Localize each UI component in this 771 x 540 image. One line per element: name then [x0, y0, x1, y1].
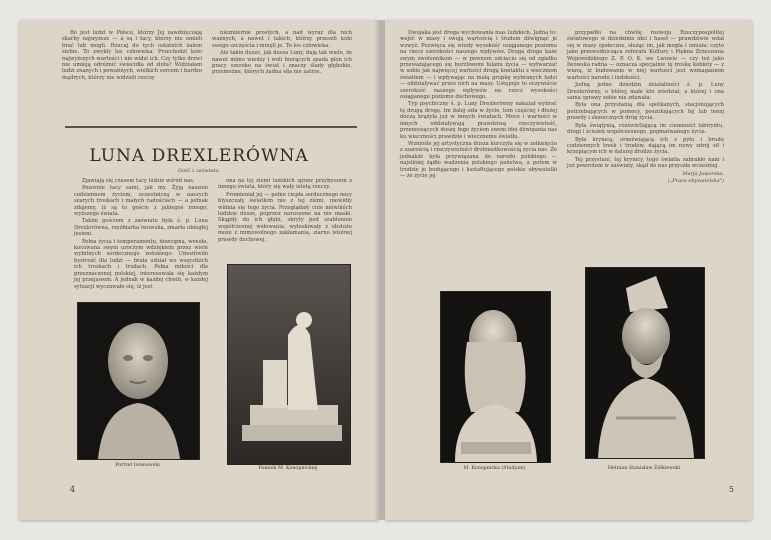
monument-model-image — [228, 265, 350, 464]
source-note: („Praca obywatelska") — [667, 177, 724, 184]
konopnicka-bust-image — [441, 292, 550, 462]
paragraph: Ale takie dusze, jak dusza Luny, dają tak wiele, że nawet mimo wiedzy i woli biorących spada plon ich pracy szeroko na świat i znaczy ślady głębokie, przemożne, których żadna siła nie zatrze. — [212, 50, 352, 76]
right-top-text — [400, 30, 724, 258]
right-page — [385, 20, 752, 520]
left-top-col-2 — [212, 30, 352, 82]
paragraph: Takim gościem z zaświatu była ś. p. Luna Drexlerówna, rzeźbiarka lwowska, zmarła ubiegłej jesieni. — [74, 218, 208, 238]
caption-portrait: Portret Iwanowski — [115, 463, 160, 468]
author-signature: Marja Jaworska. — [682, 170, 724, 177]
photo-konopnicka-bust — [440, 291, 551, 463]
photo-monument-model — [227, 264, 351, 465]
section-rule — [65, 126, 357, 128]
paragraph: Była świątynią, rozświetlającą im ciemności labiryntu, drogi i ścieżek współczesnego, pogmatwanego życia. — [567, 122, 724, 136]
paragraph: Była krynicą, orzeźwiającą ich z pyłu i brudu codziennych trosk i trudów, dającą im nowy zdrój sił i krzepiącym ich w dalszej drodze życia. — [567, 136, 724, 156]
paragraph: Dwojaka jest droga wychowania mas ludzkich. Jedna to: wejść w masy i swoją wartością i trudem dźwignąć je wzwyż. Pozwięca się wtedy wysokość osiąganego poziomu na rzecz szerokości naszego wpływów. Druga droga każe swym zwolennikom — w pewnem odcięciu się od zgiełku przeważającego się burzliwemi falami życia — wytwarzać w sobie jak najwięcej wartości drogą kontaktu z wiecznem światłem — i wpływając na małą grupkę wybranych ludzi — oddziaływać przez nich na masy. Ustępuje to oczywiście szerokość naszego wpływów na rzecz wysokości osiąganego poziomu duchowego. — [400, 30, 557, 101]
paragraph: przypadło na chwilę rozwoju Rzeczypospolitej światowego w dziedzinie idei i haseł — prawdziwie wdał się w masy społeczne, służąc im, jak mogła i umiała: czyto jako przewodnicząca referatu Kultury i Piękna Zrzeszenia Wojewódzkiego Z. P. O. K. we Lwowie — czy też jako Iwowska radna — oznacza specjalnie tę troskę kobiety — z wiarą, iż budowanie w niej wartości jest wzmaganiem wartości narodu i ludzkości. — [567, 30, 724, 81]
paragraph: Pełna życia i temperamentu, dowcipna, wesoła, kocowana swym uroczym wdziękiem przez wiele wybitnych serdecznego żeńskiego. Umożliwiło bystrość dla ludzi — brała udział we wszystkich ich troskach i trudach. Pełna miłości dla przeznaczonej polskiej, interesowała się każdym jej przejawem. A jednak w każdej chwili, w każdej sytuacji wyczuwało się, iż jest — [74, 238, 208, 290]
bust-portrait-image — [78, 303, 199, 459]
paragraph: ona na tej ziemi ludzkich spraw przybyszem z innego świata, który się wały istotą rzeczy. — [218, 178, 352, 191]
article-title: LUNA DREXLERÓWNA — [89, 146, 309, 166]
paragraph: Pozornie tacy sami, jak my. Żyją naszem codziennem życiem, uczestniczą w naszych szarych troskach i małych radościach — a jednak zdajemy, iż są to goście z jakiegoś innego, wyższego świata. — [74, 185, 208, 218]
caption-konopnicka: M. Konopnicka (Studjum) — [463, 466, 526, 471]
paragraph: Jedną jedno dziedzin działalności ś. p. Luny Drexlerówny, o której małe kto wiedział, a której i ona sama sprawy sobie nie zdawała: — [567, 82, 724, 102]
zolkiewski-bust-image — [586, 268, 704, 458]
article-subtitle: Gość z zaświatu. — [177, 168, 221, 174]
left-top-col-1 — [62, 30, 202, 82]
caption-zolkiewski: Hetman Stanisław Żółkiewski — [607, 466, 681, 471]
photo-bust-portrait — [77, 302, 200, 460]
caption-monument: Pomnik M. Konopnickiej — [258, 466, 318, 471]
paragraph: Wzniośle jej artystyczna dusza kurczyła się w zetknięciu z szarością i rzeczywistości drobnostkowością życia nas. Ze jednakże była przywiązana do narodu polskiego — najsilniej żądło wadzenia polskiego państwa, a potem w trudzie je budującego i kształtującego polskie obywatelki — że życie jej — [400, 140, 557, 179]
paragraph: Promieniał jej — pełne ciepła serdecznego nosy blyszczały światłem nie z tej ziemi, niewidły widnia się tego życia. Przeglądały cnie mówikóch ludzkie dusze, poprzez naruszone na nie maski. Skąpiły do ich głębi, skryty pod szablonem współczesnej wsłowania, wyłuskiwały z obsłużu może z mimowolnego zakłamania, ziarno istotnej prawdy duchowej. — [218, 191, 352, 243]
paragraph: Była ona przystanią dla spotkanych, stacjonujących potrzebujących w pomocy, poszukujących tej lub innej prawdy i słonecznych dróg życia. — [567, 102, 724, 122]
paragraph: Tej przystani, tej krynicy, tego światła zabrakło nam i już powrotem w zaświaty, skąd do nas przyszła wcześniej. — [567, 156, 724, 170]
left-top-text — [62, 30, 352, 82]
right-col-1 — [400, 30, 557, 258]
right-col-2 — [567, 30, 724, 258]
photo-zolkiewski-bust — [585, 267, 705, 459]
page-number-left: 4 — [70, 485, 76, 494]
paragraph: Bo jest ludzi w Polsce, którzy Jej zawdzięczają skarby najwyższe — a są i tacy, którzy nie umieli brać lub mogli. Rzucaj do tych ostatnich żalem siebie. To zwykły los człowieka. Przechodzi koło najwyższych wartości i nie widzi ich. Czy tylko drzwi nie umieją odróżnić świecidła od złota? Widziałam ludzi znanych i powabnych, wielkich sercem i bardzo mądrych, którzy nie widzieli rzeczy — [62, 30, 202, 81]
page-number-right: 5 — [728, 485, 734, 494]
paragraph: Zjawiają się czasem tacy ludzie wśród nas. — [82, 178, 195, 184]
left-page — [19, 20, 379, 520]
paragraph: niezmiernie prostych, a nad wyraz dla nich ważnych, a nawet i takich, którzy przeszli koło swego szczęścia i minęli je. To los człowieka. — [212, 30, 352, 49]
paragraph: Typ psychiczny ś. p. Luny Drexlerówny nakazał wybrać tę drugą drogę. Im dalej szła w życie, tem częściej i dłużej doczą krążyła już w innych światach. Moce i wartości w innych oddziaływają prawdziwą rzeczywistość, przenoszących duszę tego życiem swem idei dźwigania nas ku wieczności prawdzie i wiecznemu światłu. — [400, 101, 557, 140]
left-body-col-1 — [74, 178, 208, 290]
